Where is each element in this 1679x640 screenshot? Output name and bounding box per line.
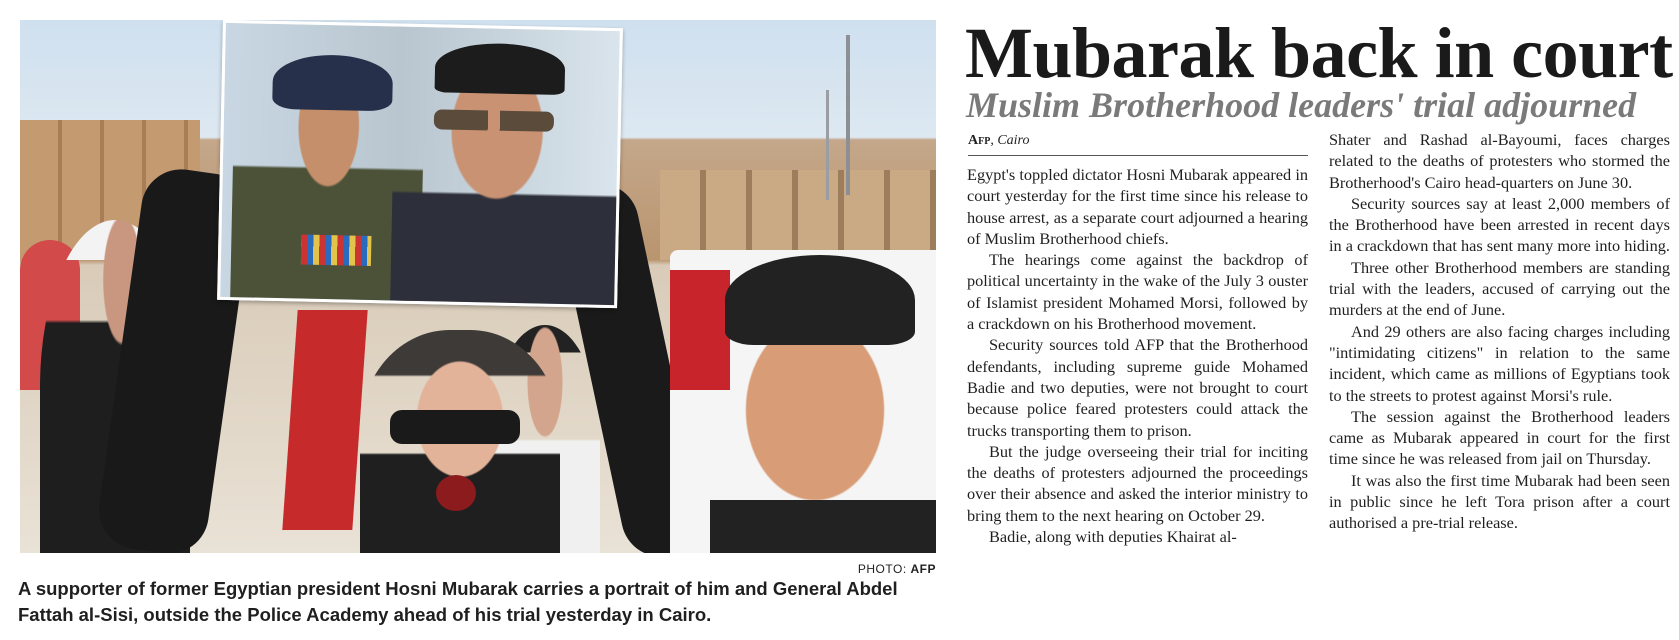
paragraph: The session against the Brotherhood leaders came as Mubarak appeared in court for the first time since he was released from jail on Thursday.: [1329, 406, 1670, 469]
shouting-protester: [360, 330, 560, 553]
street-lamp-pole: [846, 35, 850, 195]
paragraph: But the judge overseeing their trial for inciting the deaths of protesters adjourned the proceedings over their absence and asked the interior ministry to bring them to the next hearing on October 29.: [967, 441, 1308, 525]
article-column-1: [967, 164, 1308, 547]
subheadline: Muslim Brotherhood leaders' trial adjourned: [966, 85, 1637, 125]
photo-credit-label: PHOTO:: [857, 562, 911, 576]
paragraph: Egypt's toppled dictator Hosni Mubarak appeared in court yesterday for the first time since his release to house arrest, as a separate court adjourned a hearing of Muslim Brotherhood chiefs.: [967, 165, 1308, 248]
news-photo: [20, 20, 936, 553]
brick-wall-right: [660, 170, 936, 260]
paragraph: Badie, along with deputies Khairat al-: [989, 527, 1237, 547]
paragraph: Three other Brotherhood members are standing trial with the leaders, accused of carrying out the murders at the end of June.: [1329, 257, 1670, 320]
photo-caption: A supporter of former Egyptian president Hosni Mubarak carries a portrait of him and General Abdel Fattah al-Sisi, outside the Police Academy ahead of his trial yesterday in Cairo.: [18, 578, 898, 625]
paragraph: It was also the first time Mubarak had been seen in public since he left Tora prison after a court authorised a pre-trial release.: [1329, 470, 1670, 533]
byline: Afp, Cairo: [968, 133, 1308, 156]
paragraph: Security sources told AFP that the Brotherhood defendants, including supreme guide Mohamed Badie and two deputies, were not brought to court because police feared protesters could attack the trucks transporting them to prison.: [967, 335, 1308, 440]
headline: Mubarak back in court: [965, 13, 1673, 93]
photo-credit-agency: AFP: [910, 562, 936, 576]
portrait-mubarak-figure: [390, 36, 623, 308]
byline-agency: Afp: [968, 133, 991, 148]
egyptian-flag-strip: [282, 310, 367, 530]
held-portrait-poster: [217, 20, 623, 308]
photo-credit: [836, 562, 936, 576]
paragraph: Security sources say at least 2,000 members of the Brotherhood have been arrested in recent days in a crackdown that has sent many more into hiding.: [1329, 193, 1670, 256]
large-mubarak-poster: [670, 250, 936, 553]
paragraph: The hearings come against the backdrop of political uncertainty in the wake of the July 3 ouster of Islamist president Mohamed Morsi, followed by a crackdown on his Brotherhood movement.: [967, 250, 1308, 334]
street-lamp-pole-2: [826, 90, 829, 200]
article-column-2: [1329, 129, 1670, 534]
paragraph: Shater and Rashad al-Bayoumi, faces charges related to the deaths of protesters who stormed the Brotherhood's Cairo head-quarters on June 30.: [1329, 130, 1670, 192]
byline-location: Cairo: [997, 133, 1030, 148]
paragraph: And 29 others are also facing charges including "intimidating citizens" in relation to the same incident, which came as millions of Egyptians took to the streets to protest against Morsi's rule.: [1329, 321, 1670, 405]
